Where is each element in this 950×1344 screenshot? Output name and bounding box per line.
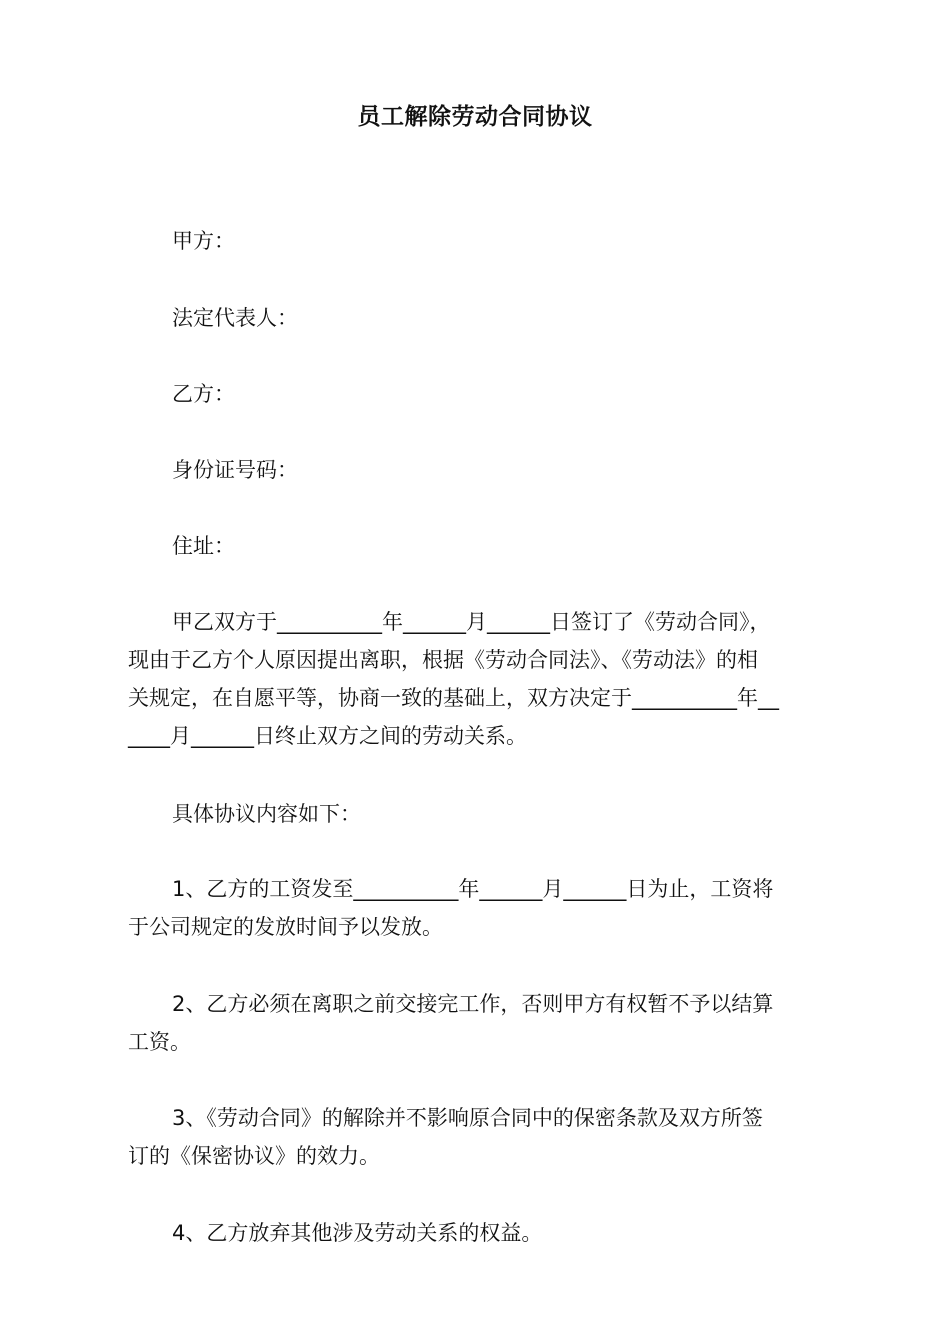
id-number-label: 身份证号码： [172, 458, 298, 482]
party-b-label: 乙方： [172, 382, 235, 406]
address-label: 住址： [172, 534, 235, 558]
clause-line: 订的《保密协议》的效力。 [128, 1144, 380, 1168]
legal-representative-label: 法定代表人： [172, 306, 298, 330]
clause-line: 于公司规定的发放时间予以发放。 [128, 915, 443, 939]
party-a-label: 甲方： [172, 229, 235, 253]
agreement-heading: 具体协议内容如下： [172, 802, 361, 826]
clause-3 [128, 1099, 828, 1175]
intro-line: 甲乙双方于__________年______月______日签订了《劳动合同》， [172, 610, 771, 634]
clause-1 [128, 870, 828, 946]
intro-line: 关规定，在自愿平等，协商一致的基础上，双方决定于__________年__ [128, 686, 779, 710]
clause-line: 3、《劳动合同》的解除并不影响原合同中的保密条款及双方所签 [172, 1106, 763, 1130]
intro-paragraph [128, 603, 828, 755]
clause-4 [128, 1214, 828, 1252]
clause-2 [128, 985, 828, 1061]
intro-line: ____月______日终止双方之间的劳动关系。 [128, 724, 527, 748]
clause-line: 1、乙方的工资发至__________年______月______日为止，工资将 [172, 877, 774, 901]
document-title: 员工解除劳动合同协议 [357, 104, 593, 130]
clause-line: 2、乙方必须在离职之前交接完工作，否则甲方有权暂不予以结算 [172, 992, 774, 1016]
clause-line: 4、乙方放弃其他涉及劳动关系的权益。 [172, 1221, 543, 1245]
intro-line: 现由于乙方个人原因提出离职，根据《劳动合同法》、《劳动法》的相 [128, 648, 758, 672]
clause-line: 工资。 [128, 1030, 191, 1054]
